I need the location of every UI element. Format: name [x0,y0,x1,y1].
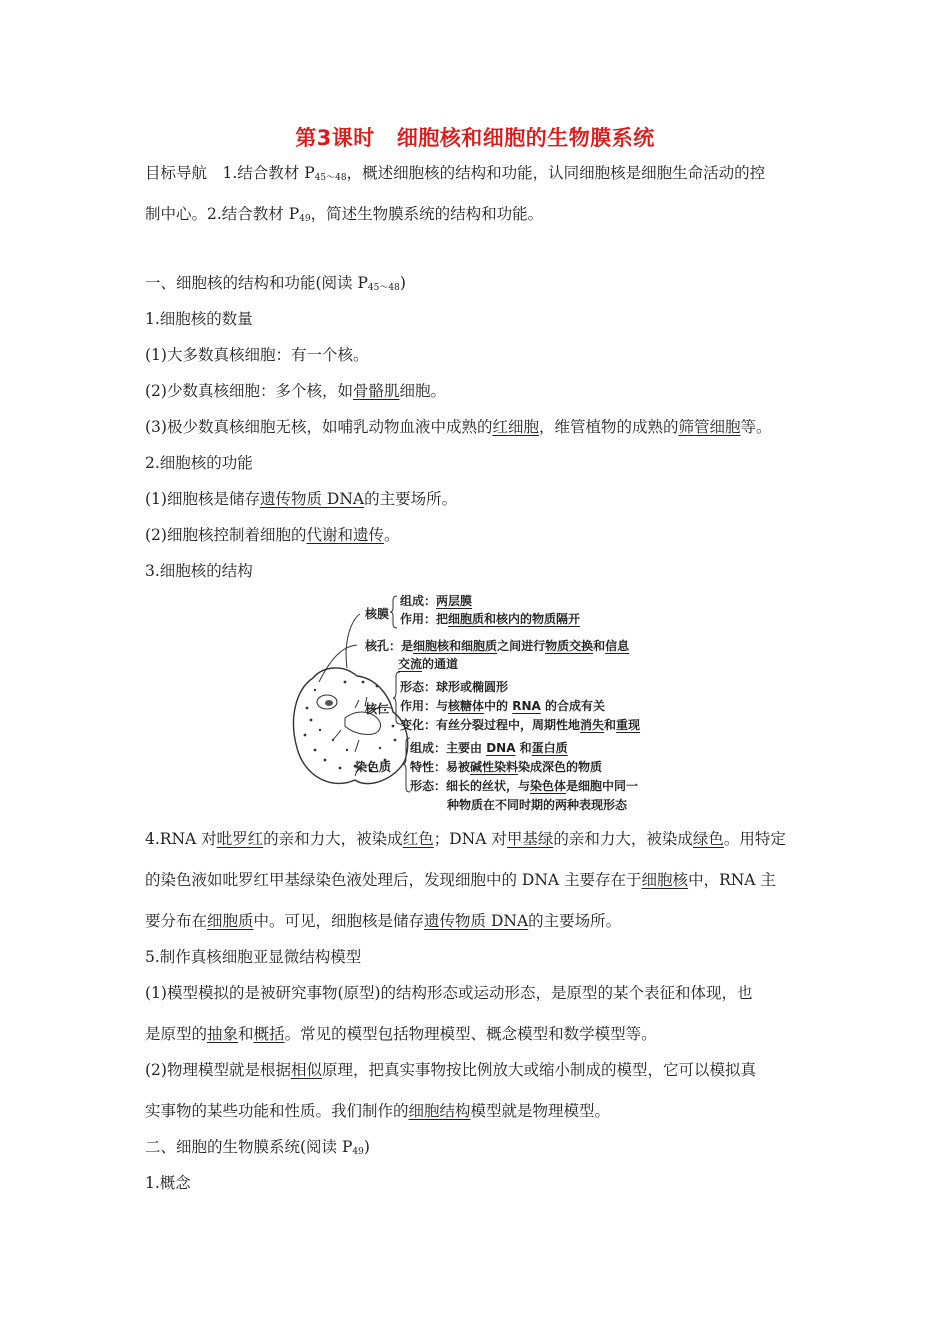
nucleolus-change: 变化：有丝分裂过程中，周期性地消失和重现 [400,718,641,732]
paragraph-4-line-1: 4.RNA 对吡罗红的亲和力大，被染成红色；DNA 对甲基绿的亲和力大，被染成绿色。用特定 [145,830,786,848]
membrane-function: 作用：把细胞质和核内的物质隔开 [400,612,581,626]
lesson-title [0,122,950,152]
heading-concept: 1.概念 [145,1174,191,1192]
section-heading-1: 一、细胞核的结构和功能(阅读 $P_{45\sim 48}$) [145,274,406,293]
paragraph-1-2: (2)少数真核细胞：多个核，如骨骼肌细胞。 [145,382,446,400]
nucleus-structure-figure [285,590,675,815]
nucleolus-function: 作用：与核糖体中的 RNA 的合成有关 [400,699,605,713]
paragraph-5-2-line-1: (2)物理模型就是根据相似原理，把真实事物按比例放大或缩小制成的模型，它可以模拟真 [145,1061,756,1079]
heading-nucleus-count: 1.细胞核的数量 [145,310,253,328]
lesson-topic: 细胞核和细胞的生物膜系统 [396,126,655,150]
paragraph-5-2-line-2: 实事物的某些功能和性质。我们制作的细胞结构模型就是物理模型。 [145,1102,611,1120]
heading-model: 5.制作真核细胞亚显微结构模型 [145,948,362,966]
heading-nucleus-function: 2.细胞核的功能 [145,454,253,472]
paragraph-5-1-line-2: 是原型的抽象和概括。常见的模型包括物理模型、概念模型和数学模型等。 [145,1025,657,1043]
paragraph-1-1: (1)大多数真核细胞：有一个核。 [145,346,369,364]
paragraph-5-1-line-1: (1)模型模拟的是被研究事物(原型)的结构形态或运动形态，是原型的某个表征和体现，也 [145,984,753,1002]
learning-goal-line-2: 制中心。2.结合教材 $P_{49}$，简述生物膜系统的结构和功能。 [145,205,544,224]
label-nuclear-membrane: 核膜 [365,607,390,621]
lesson-number: 第3课时 [295,126,375,150]
paragraph-4-line-2: 的染色液如吡罗红甲基绿染色液处理后，发现细胞中的 DNA 主要存在于细胞核中，RNA 主 [145,871,776,889]
paragraph-1-3: (3)极少数真核细胞无核，如哺乳动物血液中成熟的红细胞，维管植物的成熟的筛管细胞等。 [145,418,772,436]
chromatin-form: 形态：细长的丝状，与染色体是细胞中同一 [410,779,639,793]
chromatin-composition: 组成：主要由 DNA 和蛋白质 [410,741,568,755]
membrane-composition: 组成：两层膜 [400,594,473,608]
chromatin-property: 特性：易被碱性染料染成深色的物质 [410,760,603,774]
section-heading-2: 二、细胞的生物膜系统(阅读 $P_{49}$) [145,1138,370,1157]
nucleolus-shape: 形态：球形或椭圆形 [400,680,509,694]
label-nuclear-pore: 核孔：是细胞核和细胞质之间进行物质交换和信息 [365,639,630,653]
paragraph-2-1: (1)细胞核是储存遗传物质 DNA的主要场所。 [145,490,458,508]
chromatin-form-line-2: 种物质在不同时期的两种表现形态 [447,798,628,812]
label-nucleolus: 核仁 [365,702,390,716]
heading-nucleus-structure: 3.细胞核的结构 [145,562,253,580]
paragraph-4-line-3: 要分布在细胞质中。可见，细胞核是储存遗传物质 DNA的主要场所。 [145,912,622,930]
label-chromatin: 染色质 [355,760,392,774]
paragraph-2-2: (2)细胞核控制着细胞的代谢和遗传。 [145,526,400,544]
nuclear-pore-line-2: 交流的通道 [398,657,459,671]
learning-goal-line-1: 目标导航 1.结合教材 $P_{45\sim 48}$，概述细胞核的结构和功能，认同细胞核是细胞生命活动的控 [145,164,766,183]
